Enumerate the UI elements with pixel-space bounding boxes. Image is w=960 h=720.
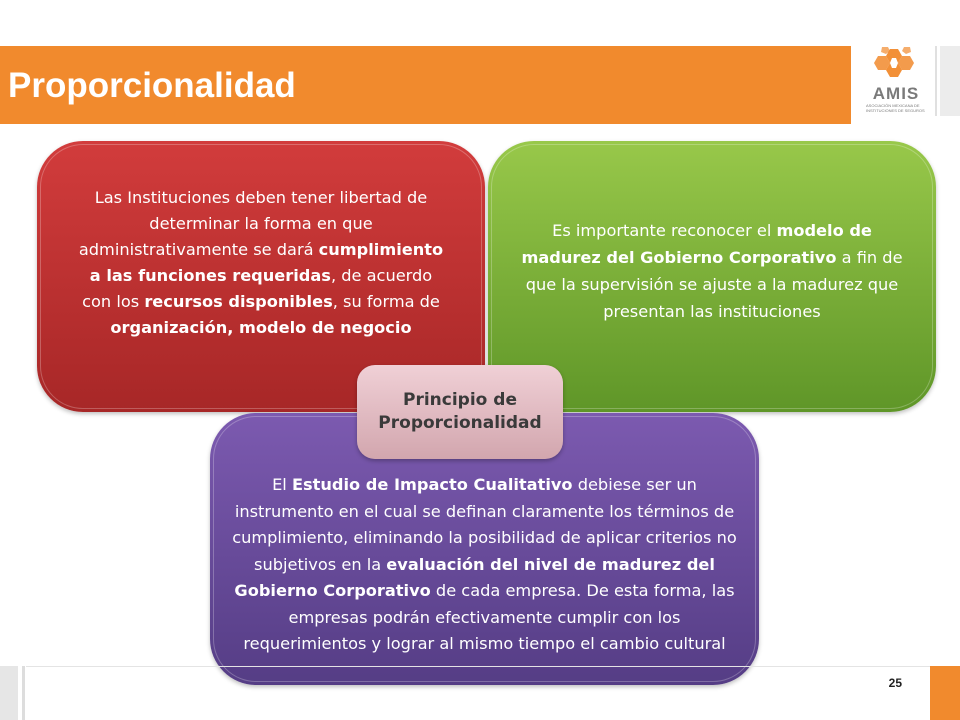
footer-accent-block bbox=[930, 666, 960, 720]
center-label-line2: Proporcionalidad bbox=[378, 413, 542, 433]
footer-left-line bbox=[22, 666, 25, 720]
amis-logo-icon bbox=[862, 45, 930, 85]
footer-rule bbox=[26, 666, 930, 667]
page-title: Proporcionalidad bbox=[8, 66, 296, 105]
header-edge-line bbox=[935, 46, 937, 116]
logo-wordmark: AMIS bbox=[872, 84, 920, 103]
left-box-text: Las Instituciones deben tener libertad de determinar la forma en que administrativamente se dará cumplimiento a las funciones requeridas, de acuerdo con los recursos disponibles, su forma de organización, modelo de negocio bbox=[78, 187, 444, 337]
center-principle-label bbox=[357, 365, 563, 459]
center-label-line1: Principio de bbox=[403, 390, 517, 410]
page-number: 25 bbox=[888, 676, 902, 690]
logo-subtitle: ASOCIACIÓN MEXICANA DE INSTITUCIONES DE SEGUROS bbox=[866, 103, 925, 113]
bottom-box-text: El Estudio de Impacto Cualitativo debiese ser un instrumento en el cual se definan claramente los términos de cumplimiento, eliminando la posibilidad de aplicar criterios no subjetivos en la evaluación del nivel de madurez del Gobierno Corporativo de cada empresa. De esta forma, las empresas podrán efectivamente cumplir con los requerimientos y lograr al mismo tiempo el cambio cultural bbox=[232, 474, 737, 654]
header-edge-block bbox=[940, 46, 960, 116]
right-box-text: Es importante reconocer el modelo de madurez del Gobierno Corporativo a fin de que la supervisión se ajuste a la madurez que presentan las instituciones bbox=[521, 220, 903, 321]
amis-logo bbox=[862, 45, 930, 123]
footer-left-block bbox=[0, 666, 18, 720]
